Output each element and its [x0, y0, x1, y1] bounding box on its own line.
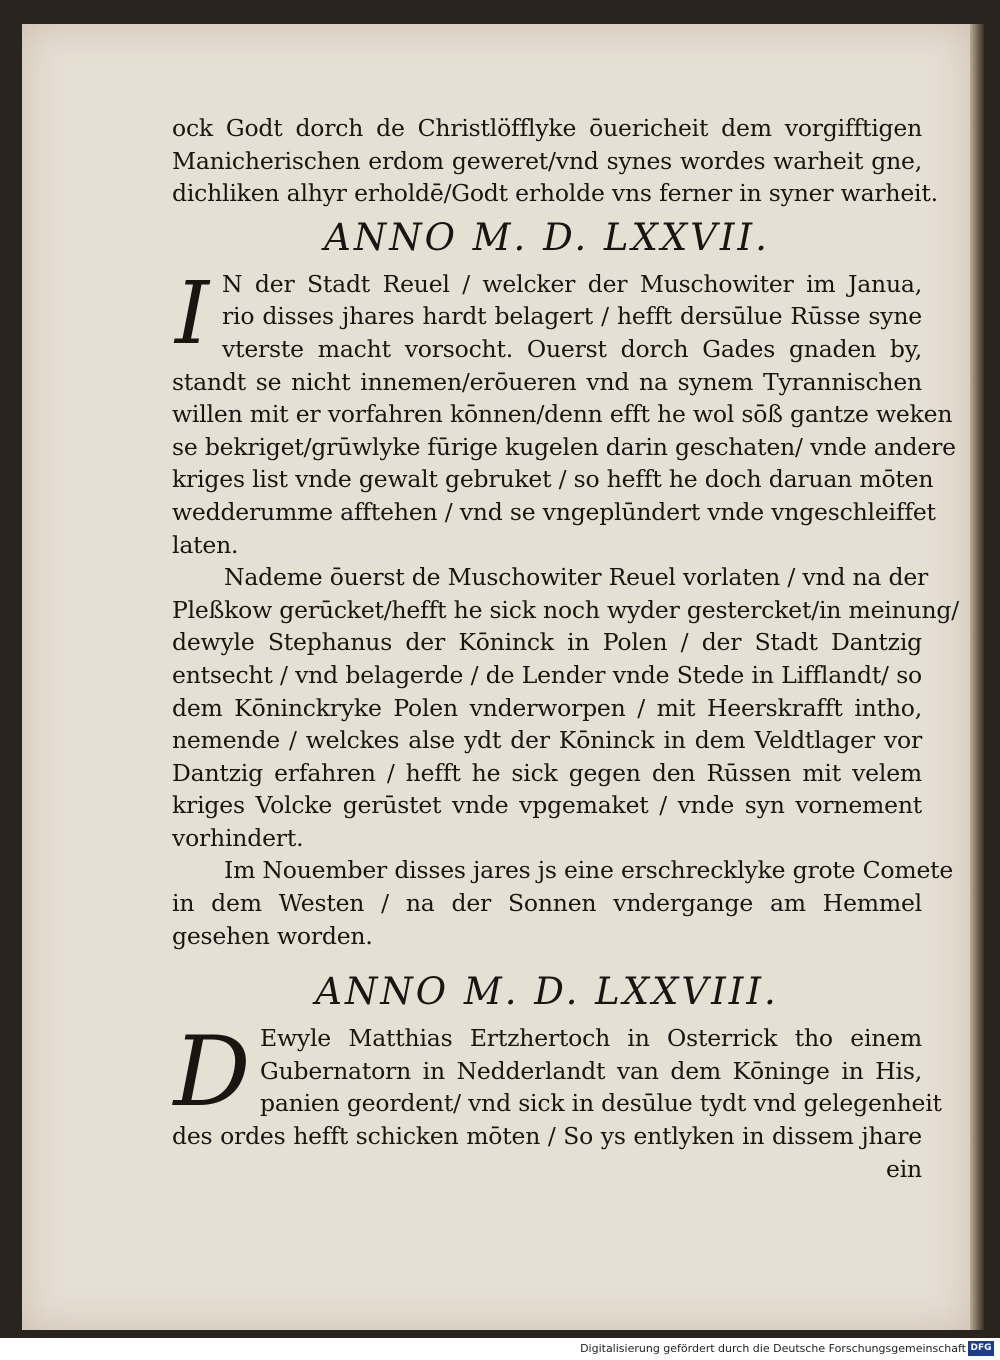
text-line: standt se nicht innemen/erōueren vnd na synem Tyrannischen — [172, 367, 922, 396]
text-line: Nademe ōuerst de Muschowiter Reuel vorlaten / vnd na der — [224, 563, 929, 592]
text-line: dem Kōninckryke Polen vnderworpen / mit Heerskrafft intho, — [172, 693, 922, 722]
text-line: in dem Westen / na der Sonnen vndergange am Hemmel — [172, 889, 922, 918]
text-line: kriges Volcke gerūstet vnde vpgemaket / vnde syn vornement — [172, 791, 922, 820]
top-paragraph — [172, 112, 938, 210]
text-line: Dantzig erfahren / hefft he sick gegen den Rūssen mit velem — [172, 758, 922, 787]
footer-bar — [0, 1338, 1000, 1360]
drop-cap-initial: I — [175, 263, 209, 364]
text-line: wedderumme afftehen / vnd se vngeplūndert vnde vngeschleiffet — [172, 497, 936, 526]
text-line: dewyle Stephanus der Kōninck in Polen / der Stadt Dantzig — [172, 628, 922, 657]
text-line: ock Godt dorch de Christlöfflyke ōuericheit dem vorgifftigen — [172, 114, 922, 142]
text-line: Gubernatorn in Nedderlandt van dem Kōninge in His, — [260, 1056, 922, 1085]
text-line: willen mit er vorfahren kōnnen/denn efft he wol sōß gantze weken — [172, 400, 953, 429]
page-text-block — [172, 112, 959, 1185]
text-line: laten. — [172, 530, 239, 559]
text-line: Im Nouember disses jares js eine erschrecklyke grote Comete — [224, 856, 954, 885]
funding-credit: Digitalisierung gefördert durch die Deutsche Forschungsgemeinschaft — [580, 1342, 966, 1355]
text-line: entsecht / vnd belagerde / de Lender vnde Stede in Lifflandt/ so — [172, 660, 922, 689]
year-heading: ANNO M. D. LXXVII. — [324, 215, 770, 259]
year-heading: ANNO M. D. LXXVIII. — [315, 970, 779, 1014]
paragraph-reuel — [172, 263, 956, 561]
text-line: nemende / welckes alse ydt der Kōninck in dem Veldtlager vor — [172, 726, 922, 755]
text-line: dichliken alhyr erholdē/Godt erholde vns ferner in syner warheit. — [172, 179, 938, 208]
text-line: N der Stadt Reuel / welcker der Muschowiter im Janua, — [222, 269, 922, 298]
book-page — [22, 24, 970, 1330]
text-line: des ordes hefft schicken mōten / So ys entlyken in dissem jhare — [172, 1122, 922, 1151]
text-line: rio disses jhares hardt belagert / hefft dersūlue Rūsse syne — [222, 302, 922, 331]
dfg-logo: DFG — [968, 1341, 994, 1356]
paragraph-pleskow — [172, 561, 959, 854]
text-line: Ewyle Matthias Ertzhertoch in Osterrick tho einem — [260, 1024, 922, 1053]
text-line: se bekriget/grūwlyke fūrige kugelen darin geschaten/ vnde andere — [172, 432, 956, 461]
paragraph-comet — [172, 854, 954, 952]
text-line: panien geordent/ vnd sick in desūlue tydt vnd gelegenheit — [260, 1089, 942, 1118]
drop-cap-initial: D — [173, 1016, 251, 1129]
text-line: vterste macht vorsocht. Ouerst dorch Gades gnaden by, — [222, 334, 922, 363]
page-edge — [970, 24, 984, 1330]
text-line: vorhindert. — [172, 823, 304, 852]
paragraph-matthias — [172, 1016, 942, 1185]
text-line: Pleßkow gerūcket/hefft he sick noch wyder gestercket/in meinung/ — [172, 595, 959, 624]
catchword: ein — [886, 1154, 922, 1183]
text-line: Manicherischen erdom geweret/vnd synes wordes warheit gne, — [172, 146, 922, 175]
text-line: kriges list vnde gewalt gebruket / so hefft he doch daruan mōten — [172, 465, 934, 494]
text-line: gesehen worden. — [172, 921, 373, 950]
